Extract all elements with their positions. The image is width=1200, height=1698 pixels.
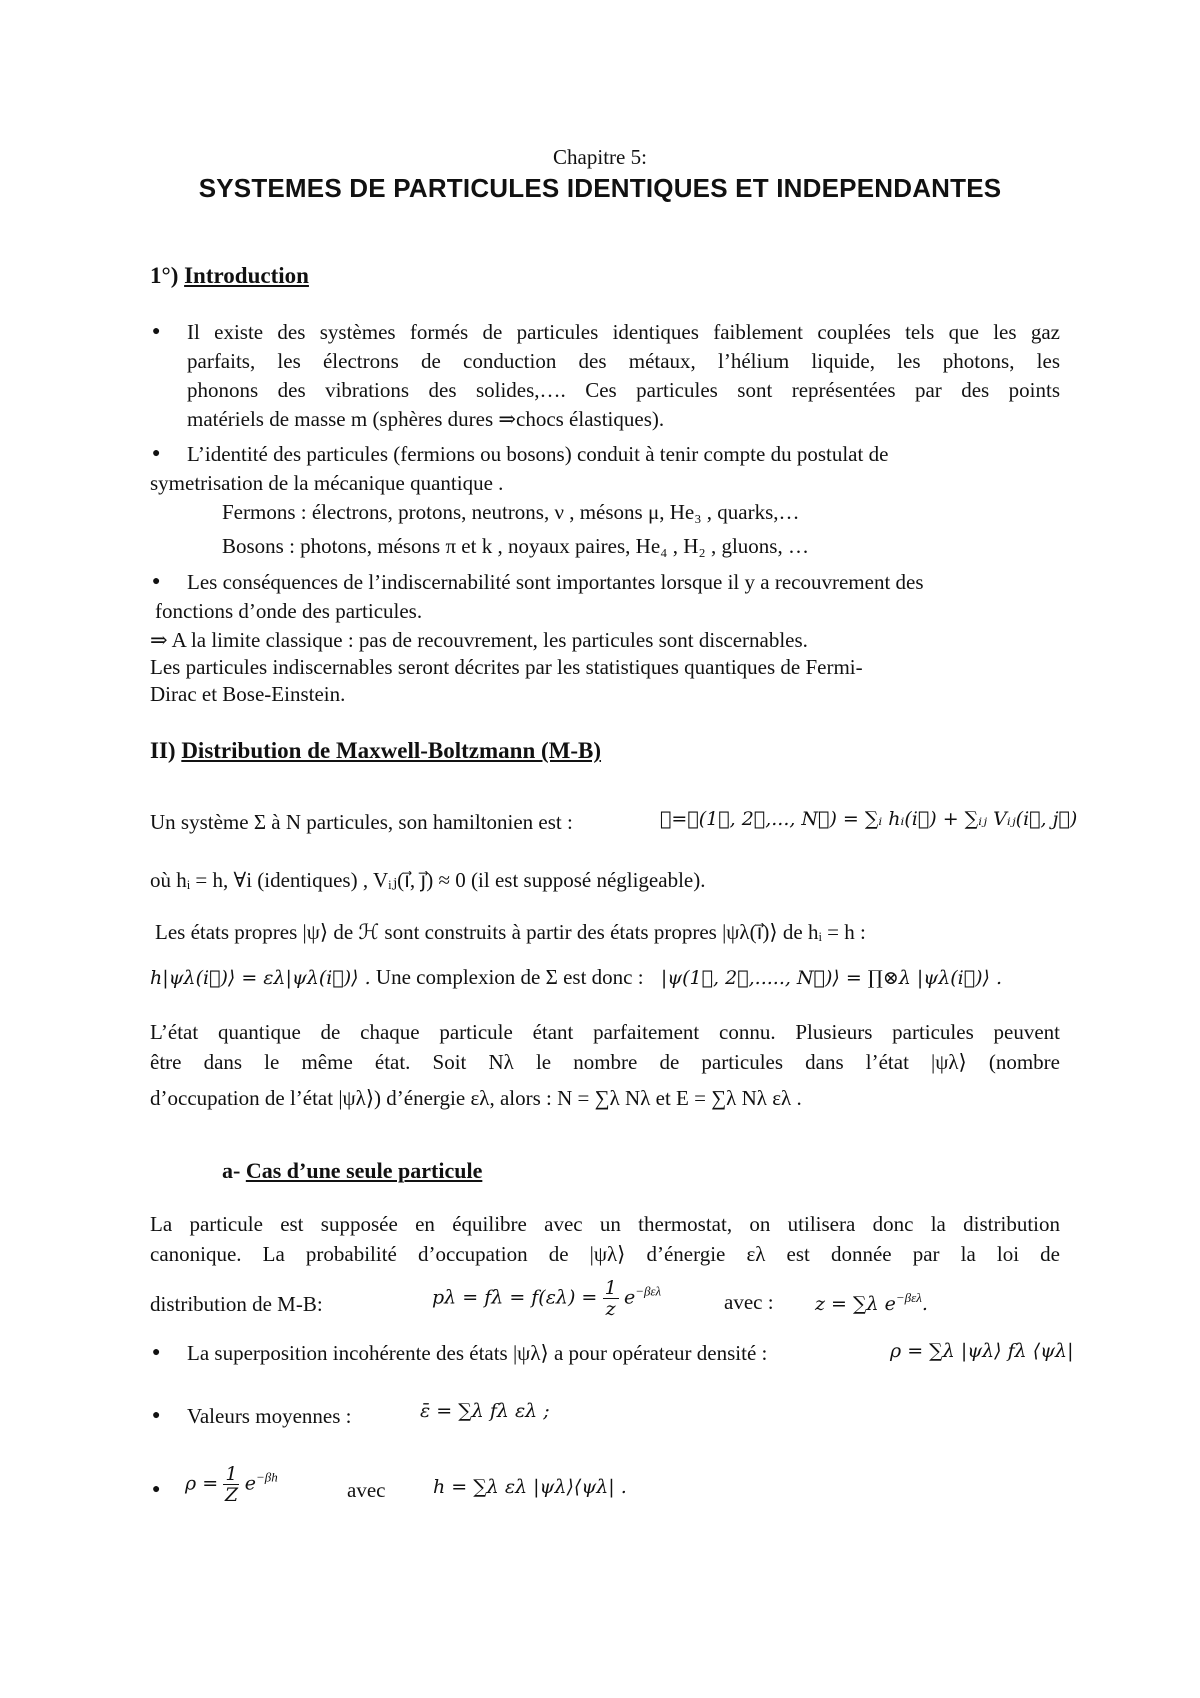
document-title: SYSTEMES DE PARTICULES IDENTIQUES ET INDEPENDANTES [198, 173, 1002, 203]
complexion-text: Une complexion de Σ est donc : [375, 965, 644, 989]
hamiltonian-where: où hᵢ = h, ∀i (identiques) , Vᵢⱼ(i⃗, j⃗) ≈ 0 (il est supposé négligeable). [150, 868, 706, 892]
intro-p3-line1: Les conséquences de l’indiscernabilité sont importantes lorsque il y a recouvrement des [187, 570, 924, 594]
exp-base: e [623, 1286, 636, 1309]
section1-heading [150, 263, 309, 289]
intro-p4: ⇒ A la limite classique : pas de recouvrement, les particules sont discernables. [150, 628, 808, 652]
bosons-list: Bosons : photons, mésons π et k , noyaux paires, He₄ , H₂ , gluons, … [222, 534, 809, 558]
state-line3: d’occupation de l’état |ψλ⟩) d’énergie ελ, alors : N = ∑λ Nλ et E = ∑λ Nλ ελ . [150, 1086, 802, 1110]
density-text: La superposition incohérente des états |ψλ⟩ a pour opérateur densité : [187, 1341, 768, 1365]
intro-p1-line2: parfaits, les électrons de conduction des métaux, l’hélium liquide, les photons, les [187, 349, 1060, 373]
subsection-a-heading [222, 1158, 482, 1184]
bullet-icon: ● [152, 1345, 161, 1360]
section2-title: Distribution de Maxwell-Boltzmann (M-B) [181, 738, 602, 763]
fermions-list: Fermons : électrons, protons, neutrons, ν , mésons μ, He₃ , quarks,… [222, 500, 800, 524]
avec-label: avec : [724, 1290, 774, 1314]
fraction-numerator: 1 [604, 1277, 617, 1299]
fraction-denominator: z [605, 1298, 616, 1320]
section1-number: 1°) [150, 263, 179, 288]
hamiltonian-equation: ℋ=ℋ(1⃗, 2⃗,..., N⃗) = ∑ᵢ hᵢ(i⃗) + ∑ᵢⱼ Vᵢⱼ(i⃗, j⃗) [660, 808, 1078, 830]
bullet-icon: ● [152, 324, 161, 339]
distribution-fraction [603, 1278, 619, 1319]
intro-p2-line1: L’identité des particules (fermions ou bosons) conduit à tenir compte du postulat de [187, 442, 889, 466]
state-line1: L’état quantique de chaque particule étant parfaitement connu. Plusieurs particules peuvent [150, 1020, 1060, 1044]
density-equation: ρ = ∑λ |ψλ⟩ fλ ⟨ψλ| [890, 1340, 1074, 1362]
hamiltonian-text: Un système Σ à N particules, son hamiltonien est : [150, 810, 573, 834]
intro-p5-line1: Les particules indiscernables seront décrites par les statistiques quantiques de Fermi- [150, 655, 863, 679]
subsection-a-label: a- [222, 1158, 241, 1183]
mean-energy-equation: ε̄ = ∑λ fλ ελ ; [420, 1400, 550, 1422]
intro-p5-line2: Dirac et Bose-Einstein. [150, 682, 346, 706]
intro-p2-line2: symetrisation de la mécanique quantique . [150, 471, 504, 495]
distribution-lhs: pλ = fλ = f(ελ) = [432, 1286, 598, 1309]
density-operator-equation [185, 1464, 278, 1505]
eigenstates-line2 [150, 965, 1002, 990]
rho-exp-base: e [244, 1472, 256, 1495]
exp-exponent: −βελ [635, 1283, 662, 1299]
partition-equation: z = ∑λ $e^{-\beta\varepsilon\lambda}$. [815, 1290, 928, 1315]
eigen-equation: h|ψλ(i⃗)⟩ = ελ|ψλ(i⃗)⟩ . [150, 967, 371, 989]
bullet-icon: ● [152, 1482, 161, 1497]
section2-number: II) [150, 738, 176, 763]
complexion-equation: |ψ(1⃗, 2⃗,....., N⃗)⟩ = ∏⊗λ |ψλ(i⃗)⟩ . [660, 967, 1003, 989]
partition-lhs: z = ∑λ e [815, 1293, 896, 1315]
rho-fraction-numerator: 1 [225, 1463, 238, 1485]
suba-p1-line2: canonique. La probabilité d’occupation de |ψλ⟩ d’énergie ελ est donnée par la loi de [150, 1242, 1060, 1266]
rho-fraction-denominator: Z [224, 1484, 239, 1506]
section1-title: Introduction [184, 263, 309, 288]
intro-p1-line3: phonons des vibrations des solides,…. Ces particules sont représentées par des points [187, 378, 1060, 402]
bullet-icon: ● [152, 574, 161, 589]
intro-p3-line2: fonctions d’onde des particules. [155, 599, 423, 623]
rho-fraction [223, 1464, 239, 1505]
mean-values-text: Valeurs moyennes : [187, 1404, 352, 1428]
chapter-label: Chapitre 5: [553, 145, 647, 169]
rho-avec-label: avec [347, 1478, 386, 1502]
suba-p1-line1: La particule est supposée en équilibre avec un thermostat, on utilisera donc la distribution [150, 1212, 1060, 1236]
rho-exp-exponent: −βh [255, 1469, 278, 1485]
rho-lhs: ρ = [185, 1472, 219, 1495]
subsection-a-title: Cas d’une seule particule [245, 1158, 483, 1183]
section2-heading [150, 738, 601, 764]
state-line2: être dans le même état. Soit Nλ le nombre de particules dans l’état |ψλ⟩ (nombre [150, 1050, 1060, 1074]
distribution-equation [432, 1278, 661, 1319]
eigenstates-line1: Les états propres |ψ⟩ de ℋ sont construits à partir des états propres |ψλ(i⃗)⟩ de hᵢ = h : [155, 920, 866, 944]
intro-p1-line4: matériels de masse m (sphères dures ⇒chocs élastiques). [187, 407, 665, 431]
h-operator-equation: h = ∑λ ελ |ψλ⟩⟨ψλ| . [433, 1476, 627, 1498]
bullet-icon: ● [152, 446, 161, 461]
intro-p1-line1: Il existe des systèmes formés de particules identiques faiblement couplées tels que les gaz [187, 320, 1060, 344]
distribution-text: distribution de M-B: [150, 1292, 323, 1316]
bullet-icon: ● [152, 1408, 161, 1423]
partition-exponent: −βελ [895, 1290, 922, 1305]
